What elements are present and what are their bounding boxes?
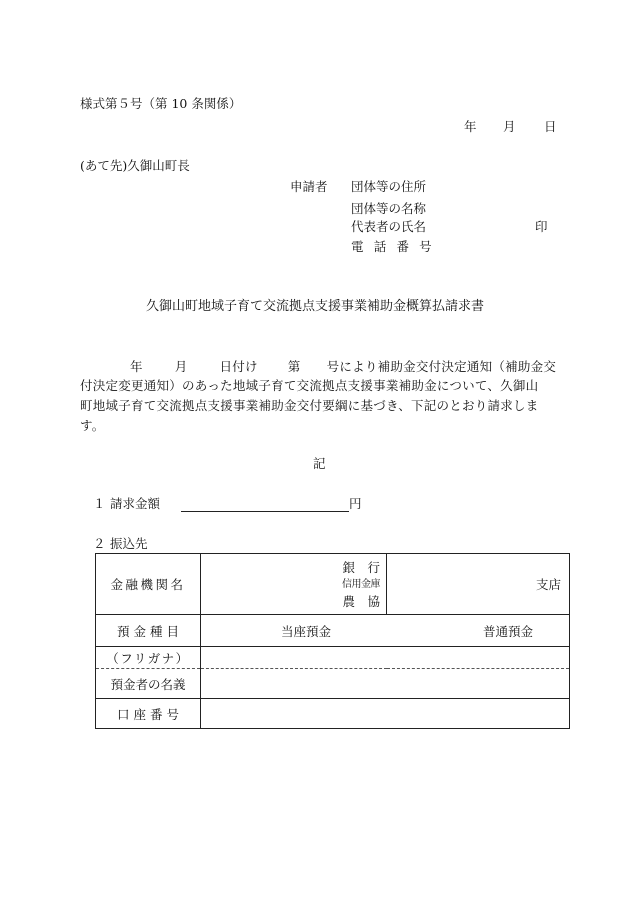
amount-unit: 円 — [349, 496, 362, 511]
applicant-label: 申請者 — [290, 179, 328, 194]
item2-number: ２ — [93, 536, 106, 551]
shinkin-type: 信用金庫 — [342, 578, 380, 590]
holder-row — [96, 669, 570, 699]
account-number-label: 口 座 番 号 — [96, 699, 201, 729]
account-number-row — [96, 699, 570, 729]
date-day: 日 — [544, 119, 557, 134]
institution-row — [96, 554, 570, 615]
item1-number: １ — [93, 496, 106, 511]
form-number: 様式第５号（第 10 条関係） — [80, 96, 242, 111]
furigana-row — [96, 647, 570, 669]
body-number-prefix: 第 — [287, 359, 301, 374]
representative-label: 代表者の氏名 — [351, 219, 427, 234]
body-line-3: 町地域子育て交流拠点支援事業補助金交付要綱に基づき、下記のとおり請求しま — [80, 398, 539, 413]
seal-mark: 印 — [535, 219, 548, 234]
holder-label: 預金者の名義 — [96, 669, 201, 699]
body-date-suffix: 日付け — [219, 359, 258, 374]
checking-option[interactable]: 当座預金 — [280, 623, 331, 639]
date-year: 年 — [464, 119, 477, 134]
branch-cell[interactable] — [387, 554, 570, 615]
bank-transfer-table — [95, 553, 570, 729]
savings-option[interactable]: 普通預金 — [482, 623, 533, 639]
body-line-1 — [130, 357, 556, 378]
item2-label: 振込先 — [110, 536, 148, 551]
address-label: 団体等の住所 — [351, 179, 427, 194]
account-number-field[interactable] — [201, 699, 570, 729]
account-type-row — [96, 615, 570, 647]
group-name-label: 団体等の名称 — [351, 201, 427, 216]
body-number-suffix: 号により補助金交付決定通知（補助金交 — [326, 359, 557, 374]
account-type-options — [201, 615, 570, 647]
body-line-4: す。 — [80, 418, 105, 433]
institution-name-cell[interactable] — [201, 554, 387, 615]
branch-suffix: 支店 — [535, 577, 561, 592]
body-year: 年 — [130, 359, 143, 374]
amount-underline[interactable] — [181, 510, 349, 512]
item1-label: 請求金額 — [110, 496, 161, 511]
holder-field[interactable] — [201, 669, 570, 699]
body-month: 月 — [174, 359, 188, 374]
furigana-field[interactable] — [201, 647, 570, 669]
phone-label: 電 話 番 号 — [351, 239, 435, 254]
ki-heading: 記 — [313, 456, 326, 471]
furigana-label: （フリガナ） — [96, 647, 201, 669]
bank-type: 銀 行 — [342, 559, 380, 575]
ja-type: 農 協 — [342, 593, 380, 609]
recipient: (あて先)久御山町長 — [80, 158, 190, 173]
institution-label: 金融機関名 — [96, 554, 201, 615]
body-line-2: 付決定変更通知）のあった地域子育て交流拠点支援事業補助金について、久御山 — [80, 378, 539, 393]
document-title: 久御山町地域子育て交流拠点支援事業補助金概算払請求書 — [146, 299, 485, 314]
date-month: 月 — [503, 119, 516, 134]
account-type-label: 預 金 種 目 — [96, 615, 201, 647]
